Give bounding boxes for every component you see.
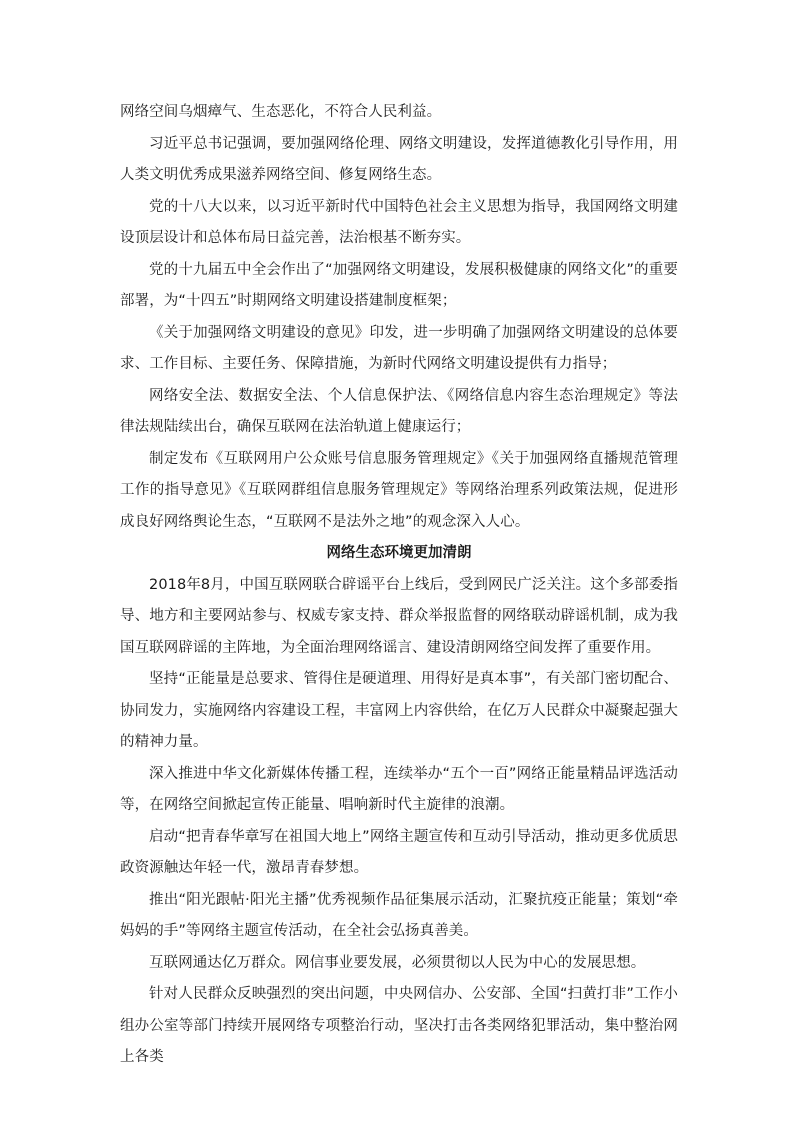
section-heading: 网络生态环境更加清朗 xyxy=(326,545,472,561)
paragraph-1: 网络空间乌烟瘴气、生态恶化，不符合人民利益。 xyxy=(120,104,442,120)
paragraph-13: 互联网通达亿万群众。网信事业要发展，必须贯彻以人民为中心的发展思想。 xyxy=(149,954,646,971)
paragraph-3: 党的十八大以来，以习近平新时代中国特色社会主义思想为指导，我国网络文明建设顶层设计和总体布局日益完善，法治根基不断夯实。 xyxy=(120,198,678,246)
paragraph-7: 制定发布《互联网用户公众账号信息服务管理规定》《关于加强网络直播规范管理工作的指导意见》《互联网群组信息服务管理规定》等网络治理系列政策法规，促进形成良好网络舆论生态，“互联网不是法外之地”的观念深入人心。 xyxy=(120,450,678,530)
paragraph-12: 推出“阳光跟帖·阳光主播”优秀视频作品征集展示活动，汇聚抗疫正能量；策划“牵妈妈的手”等网络主题宣传活动，在全社会弘扬真善美。 xyxy=(120,891,678,939)
paragraph-8: 2018年8月，中国互联网联合辟谣平台上线后，受到网民广泛关注。这个多部委指导、地方和主要网站参与、权威专家支持、群众举报监督的网络联动辟谣机制，成为我国互联网辟谣的主阵地，为全面治理网络谣言、建设清朗网络空间发挥了重要作用。 xyxy=(120,576,678,656)
article-body xyxy=(120,97,678,1074)
paragraph-4: 党的十九届五中全会作出了“加强网络文明建设，发展积极健康的网络文化”的重要部署，为“十四五”时期网络文明建设搭建制度框架； xyxy=(120,261,678,309)
paragraph-14: 针对人民群众反映强烈的突出问题，中央网信办、公安部、全国“扫黄打非”工作小组办公室等部门持续开展网络专项整治行动，坚决打击各类网络犯罪活动，集中整治网上各类 xyxy=(120,986,678,1065)
paragraph-9: 坚持“正能量是总要求、管得住是硬道理、用得好是真本事”，有关部门密切配合、协同发力，实施网络内容建设工程，丰富网上内容供给，在亿万人民群众中凝聚起强大的精神力量。 xyxy=(120,671,678,750)
paragraph-11: 启动“把青春华章写在祖国大地上”网络主题宣传和互动引导活动，推动更多优质思政资源触达年轻一代，激昂青春梦想。 xyxy=(120,828,678,876)
paragraph-10: 深入推进中华文化新媒体传播工程，连续举办“五个一百”网络正能量精品评选活动等，在网络空间掀起宣传正能量、唱响新时代主旋律的浪潮。 xyxy=(120,765,678,813)
paragraph-5: 《关于加强网络文明建设的意见》印发，进一步明确了加强网络文明建设的总体要求、工作目标、主要任务、保障措施，为新时代网络文明建设提供有力指导； xyxy=(120,324,678,372)
paragraph-2: 习近平总书记强调，要加强网络伦理、网络文明建设，发挥道德教化引导作用，用人类文明优秀成果滋养网络空间、修复网络生态。 xyxy=(120,135,678,183)
paragraph-6: 网络安全法、数据安全法、个人信息保护法、《网络信息内容生态治理规定》等法律法规陆续出台，确保互联网在法治轨道上健康运行； xyxy=(120,387,678,435)
